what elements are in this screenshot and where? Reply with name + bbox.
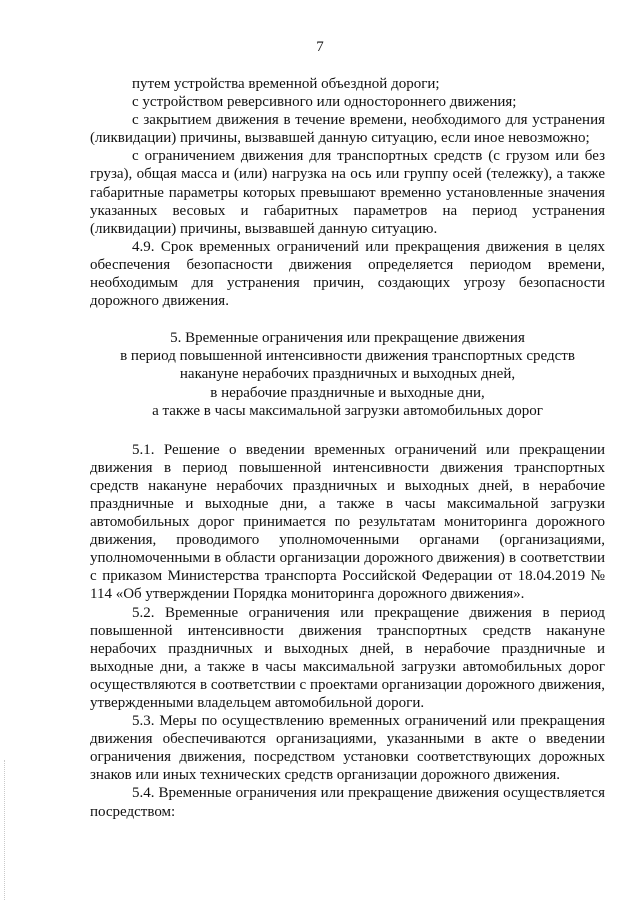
list-item: с устройством реверсивного или одностороннего движения; [132, 94, 517, 111]
list-item: с закрытием движения в течение времени, необходимого для устранения (ликвидации) причины, вызвавшей данную ситуацию, если иное невозможно; [90, 112, 605, 147]
list-item: с ограничением движения для транспортных средств (с грузом или без груза), общая масса и (или) нагрузка на ось или группу осей (тележку), а также габаритные параметры которых превышают временно установленные значения указанных весовых и габаритных параметров на период устранения (ликвидации) причины, вызвавшей данную ситуацию. [90, 148, 605, 237]
clause-5-4: 5.4. Временные ограничения или прекращение движения осуществляется посредством: [90, 785, 605, 820]
scan-edge-mark [4, 760, 7, 900]
page-content [90, 75, 605, 821]
section-heading [90, 329, 605, 419]
clause-5-1: 5.1. Решение о введении временных ограничений или прекращении движения в период повышенной интенсивности движения транспортных средств накануне нерабочих праздничных и выходных дней, в нерабочие праздничные и выходные дни, а также в часы максимальной загрузки автомобильных дорог принимается по результатам мониторинга дорожного движения, проводимого уполномоченными органами (организациями, уполномоченными в области организации дорожного движения) в соответствии с приказом Министерства транспорта Российской Федерации от 18.04.2019 № 114 «Об утверждении Порядка мониторинга дорожного движения». [90, 441, 605, 603]
section-heading-line: а также в часы максимальной загрузки автомобильных дорог [152, 402, 543, 419]
list-item: путем устройства временной объездной дороги; [132, 76, 440, 92]
clause-5-3: 5.3. Меры по осуществлению временных ограничений или прекращения движения обеспечиваются организациями, указанными в акте о введении ограничения движения, посредством установки соответствующих дорожных знаков или иных технических средств организации дорожного движения. [90, 713, 605, 784]
page-number: 7 [316, 39, 324, 55]
section-heading-line: накануне нерабочих праздничных и выходных дней, [179, 366, 516, 383]
section-heading-line: в период повышенной интенсивности движения транспортных средств [120, 348, 575, 365]
section-heading-line: 5. Временные ограничения или прекращение движения [170, 330, 525, 347]
clause-4-9: 4.9. Срок временных ограничений или прекращения движения в целях обеспечения безопасности движения определяется периодом времени, необходимым для устранения причин, создающих угрозу безопасности дорожного движения. [90, 238, 605, 310]
section-heading-line: в нерабочие праздничные и выходные дни, [210, 384, 485, 401]
clause-5-2: 5.2. Временные ограничения или прекращение движения в период повышенной интенсивности движения транспортных средств накануне нерабочих праздничных и выходных дней, в нерабочие праздничные и выходные дни, а также в часы максимальной загрузки автомобильных дорог осуществляются в соответствии с проектами организации дорожного движения, утвержденными владельцем автомобильной дороги. [90, 604, 605, 711]
